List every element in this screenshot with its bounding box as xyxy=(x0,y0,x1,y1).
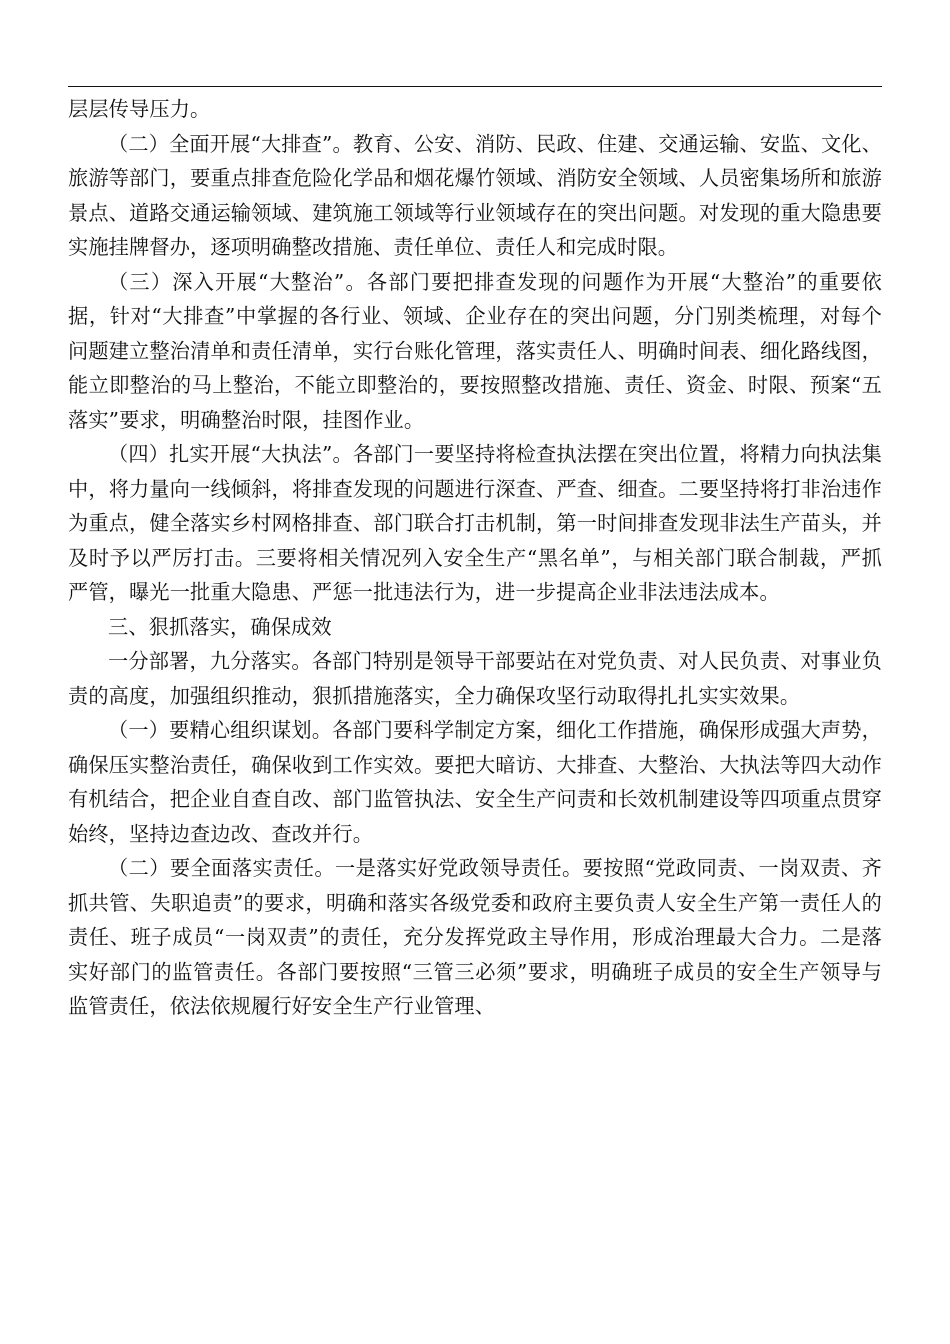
paragraph-big-rectification: （三）深入开展“大整治”。各部门要把排查发现的问题作为开展“大整治”的重要依据，针对“大排查”中掌握的各行业、领域、企业存在的突出问题，分门别类梳理，对每个问题建立整治清单和责任清单，实行台账化管理，落实责任人、明确时间表、细化路线图，能立即整治的马上整治，不能立即整治的，要按照整改措施、责任、资金、时限、预案“五落实”要求，明确整治时限，挂图作业。 xyxy=(68,269,882,432)
paragraph-responsibility: （二）要全面落实责任。一是落实好党政领导责任。要按照“党政同责、一岗双责、齐抓共管、失职追责”的要求，明确和落实各级党委和政府主要负责人安全生产第一责任人的责任、班子成员“一岗双责”的责任，充分发挥党政主导作用，形成治理最大合力。二是落实好部门的监管责任。各部门要按照“三管三必须”要求，明确班子成员的安全生产领导与监管责任，依法依规履行好安全生产行业管理、 xyxy=(68,856,882,1018)
paragraph-continuation: 层层传导压力。 xyxy=(68,97,211,121)
header-rule xyxy=(68,86,882,87)
paragraph-big-investigation: （二）全面开展“大排查”。教育、公安、消防、民政、住建、交通运输、安监、文化、旅游等部门，要重点排查危险化学品和烟花爆竹领域、消防安全领域、人员密集场所和旅游景点、道路交通运输领域、建筑施工领域等行业领域存在的突出问题。对发现的重大隐患要实施挂牌督办，逐项明确整改措施、责任单位、责任人和完成时限。 xyxy=(68,131,882,259)
document-body xyxy=(68,92,882,1024)
paragraph-big-enforcement: （四）扎实开展“大执法”。各部门一要坚持将检查执法摆在突出位置，将精力向执法集中，将力量向一线倾斜，将排查发现的问题进行深查、严查、细查。二要坚持将打非治违作为重点，健全落实乡村网格排查、部门联合打击机制，第一时间排查发现非法生产苗头，并及时予以严厉打击。三要将相关情况列入安全生产“黑名单”，与相关部门联合制裁，严抓严管，曝光一批重大隐患、严惩一批违法行为，进一步提高企业非法违法成本。 xyxy=(68,442,882,604)
paragraph-careful-planning: （一）要精心组织谋划。各部门要科学制定方案，细化工作措施，确保形成强大声势，确保压实整治责任，确保收到工作实效。要把大暗访、大排查、大整治、大执法等四大动作有机结合，把企业自查自改、部门监管执法、安全生产问责和长效机制建设等四项重点贯穿始终，坚持边查边改、查改并行。 xyxy=(68,718,882,846)
section-heading-implementation: 三、狠抓落实，确保成效 xyxy=(108,614,332,639)
paragraph-implementation-intro: 一分部署，九分落实。各部门特别是领导干部要站在对党负责、对人民负责、对事业负责的高度，加强组织推动，狠抓措施落实，全力确保攻坚行动取得扎扎实实效果。 xyxy=(68,649,882,708)
